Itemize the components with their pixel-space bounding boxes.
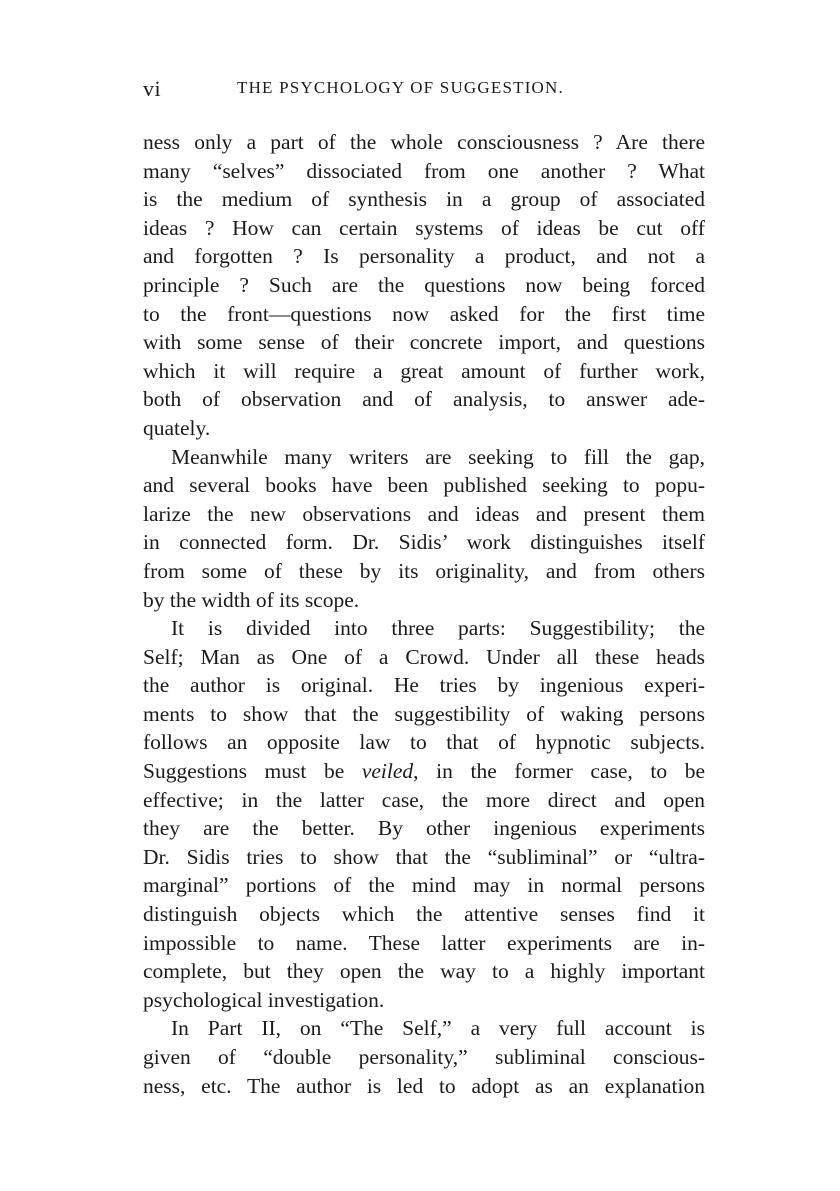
text-line: principle ? Such are the questions now being forced [143,272,705,297]
running-title: THE PSYCHOLOGY OF SUGGESTION. [237,78,564,97]
text-line: Meanwhile many writers are seeking to fill the gap, [171,444,705,469]
text-line: larize the new observations and ideas and present them [143,501,705,526]
text-line: ments to show that the suggestibility of waking persons [143,701,705,726]
text-line: given of “double personality,” subliminal conscious- [143,1045,705,1069]
text-line: quately. [143,415,211,440]
text-line: ness, etc. The author is led to adopt as an explanation [143,1073,705,1098]
text-line: Dr. Sidis tries to show that the “subliminal” or “ultra- [143,844,705,869]
text-line: is the medium of synthesis in a group of associated [143,187,705,212]
text-line: Self; Man as One of a Crowd. Under all these heads [143,644,705,669]
text-line: from some of these by its originality, and from others [143,558,705,583]
text-line: ideas ? How can certain systems of ideas be cut off [143,215,705,240]
text-line: and several books have been published seeking to popu- [143,473,705,498]
text-line: psychological investigation. [143,987,385,1012]
text-line: many “selves” dissociated from one another ? What [143,158,705,183]
text-line: and forgotten ? Is personality a product, and not a [143,244,705,269]
text-line: distinguish objects which the attentive senses find it [143,902,705,927]
emphasis-word: veiled [361,759,414,784]
text-line: to the front—questions now asked for the first time [143,301,705,326]
text-line: ness only a part of the whole consciousness ? Are there [143,130,705,154]
page-number: vi [143,76,162,101]
text-run: Suggestions must be [143,759,345,784]
text-line: they are the better. By other ingenious experiments [143,816,705,841]
text-line: both of observation and of analysis, to answer ade- [143,387,705,412]
text-run: , in the former case, to be [413,759,706,784]
running-head [143,76,703,106]
body-text [143,128,705,1100]
text-line: by the width of its scope. [143,587,360,612]
text-line: in connected form. Dr. Sidis’ work distinguishes itself [143,530,705,555]
text-line-with-emphasis [143,757,705,786]
text-line: follows an opposite law to that of hypnotic subjects. [143,730,705,755]
text-line: In Part II, on “The Self,” a very full account is [171,1016,705,1041]
text-line: complete, but they open the way to a highly important [143,959,705,984]
text-line: the author is original. He tries by ingenious experi- [143,673,705,698]
text-line: impossible to name. These latter experiments are in- [143,930,705,955]
text-line: effective; in the latter case, the more direct and open [143,787,705,812]
text-line: marginal” portions of the mind may in normal persons [143,873,705,898]
text-line: which it will require a great amount of further work, [143,358,705,383]
text-line: It is divided into three parts: Suggestibility; the [171,616,705,641]
text-line: with some sense of their concrete import, and questions [143,330,705,355]
